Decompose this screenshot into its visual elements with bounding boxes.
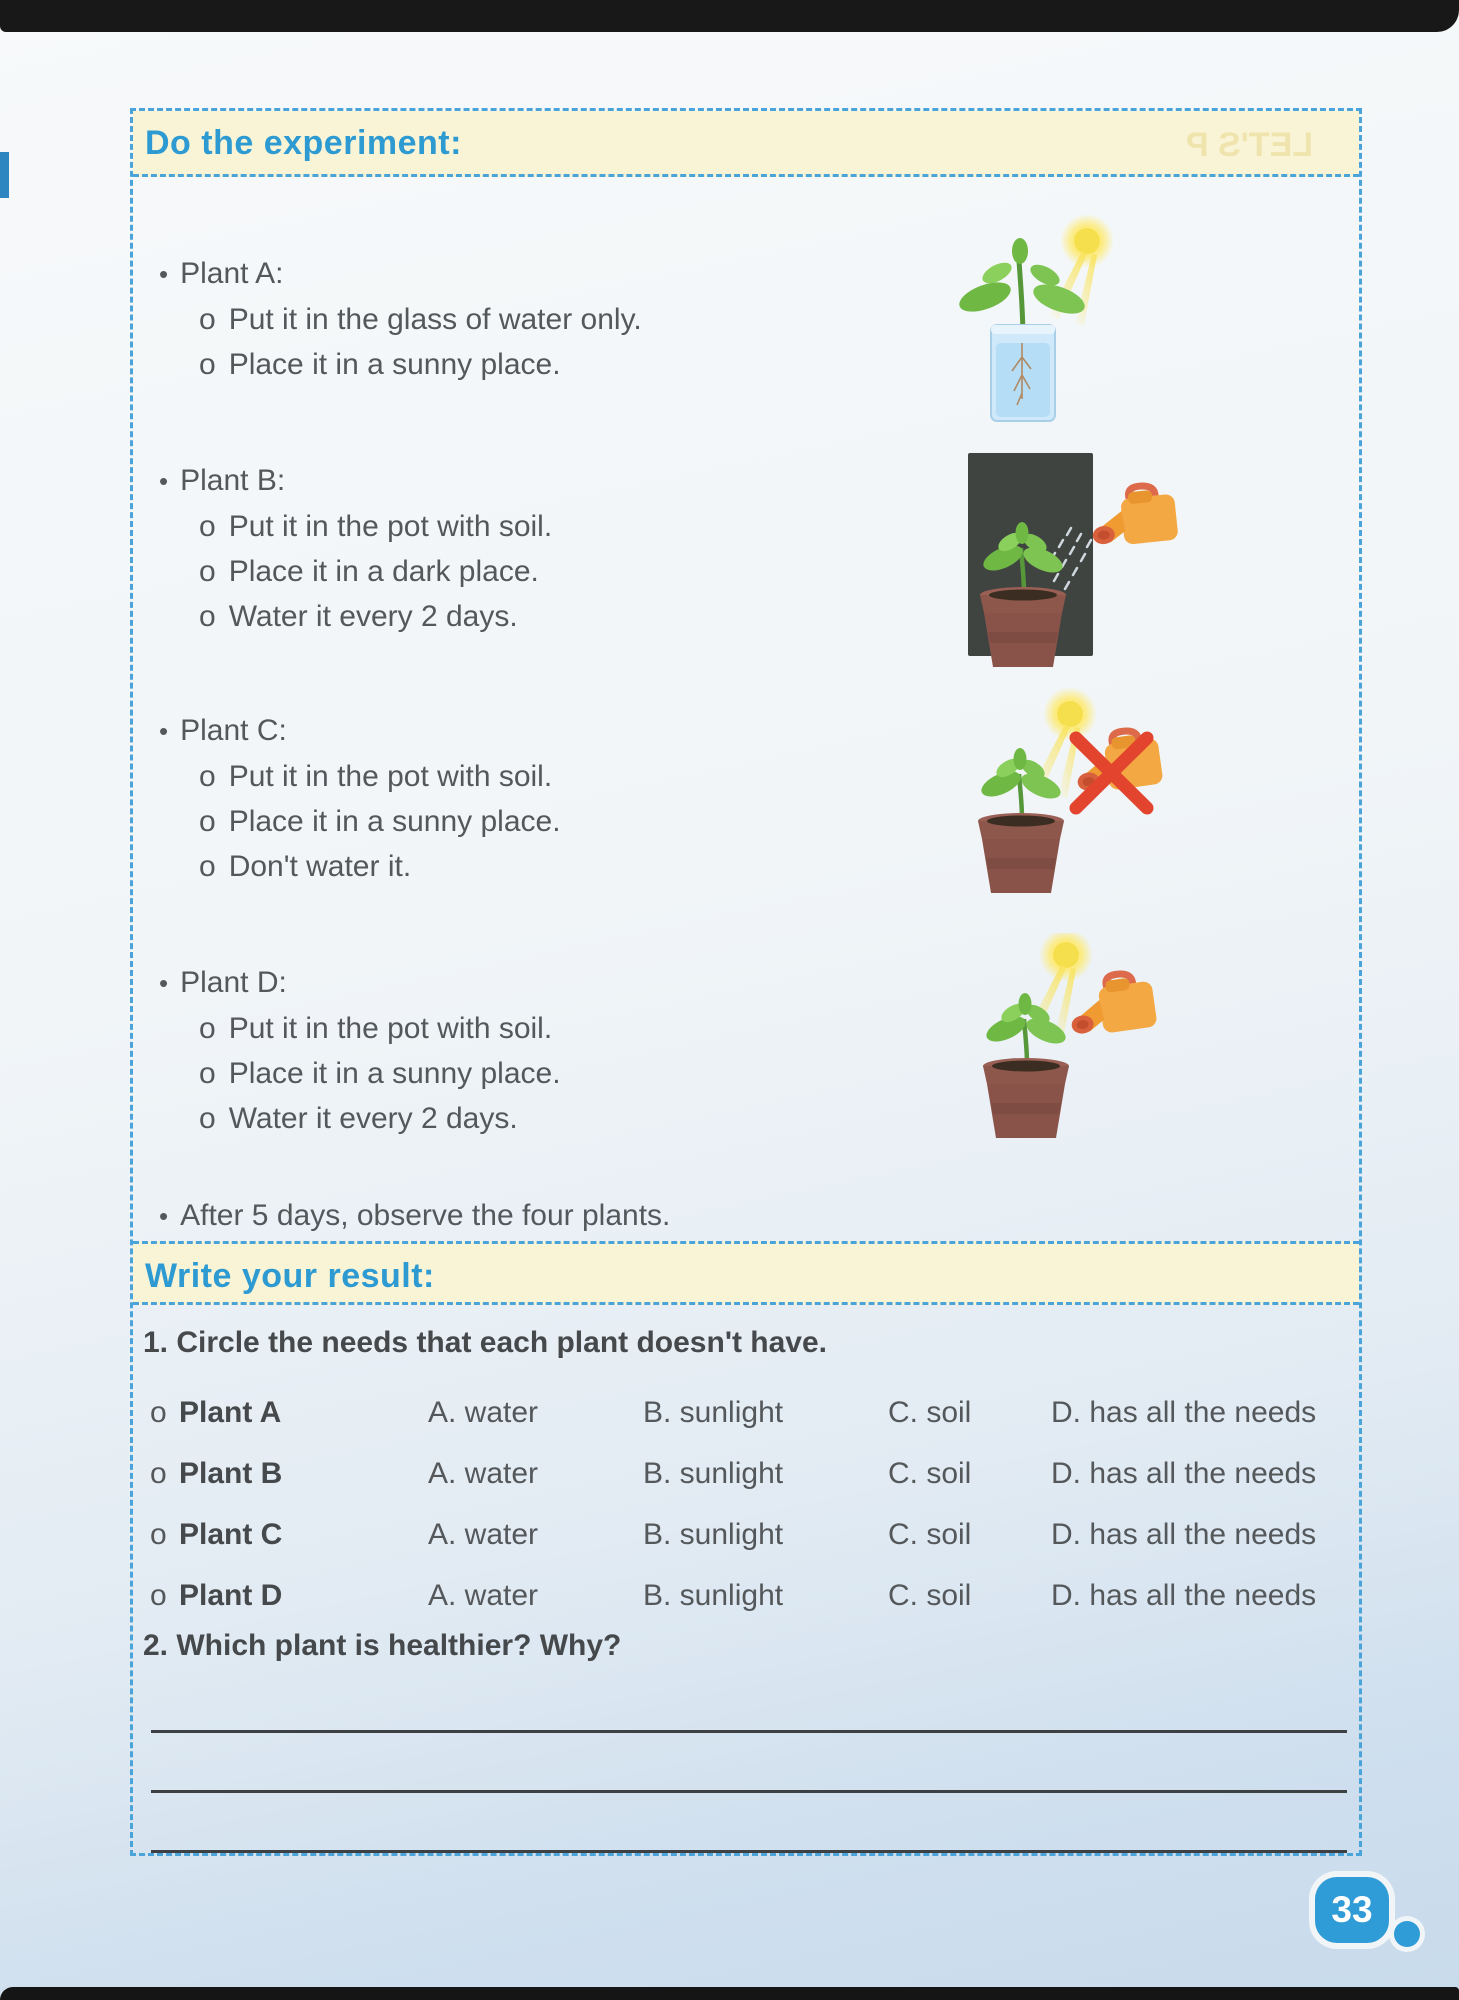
scan-edge-top [0, 0, 1459, 32]
answer-line[interactable] [151, 1850, 1347, 1853]
bullet-icon: • [159, 968, 169, 998]
plant-a-step: o Place it in a sunny place. [199, 348, 561, 381]
option-c[interactable]: C. soil [888, 1579, 972, 1612]
option-a[interactable]: A. water [428, 1457, 539, 1490]
option-b[interactable]: B. sunlight [643, 1518, 784, 1551]
sub-bullet-icon: o [150, 1457, 167, 1490]
plant-d-section [159, 960, 561, 1141]
page-dot-icon [1394, 1921, 1420, 1947]
quiz-row-plant-a [133, 1396, 1359, 1438]
watering-can-icon [1065, 970, 1157, 1038]
option-d[interactable]: D. has all the needs [1051, 1457, 1317, 1490]
answer-line[interactable] [151, 1790, 1347, 1793]
bullet-icon: • [159, 466, 169, 496]
experiment-title: Do the experiment: [145, 124, 462, 162]
page-edge-tab [0, 152, 9, 198]
quiz-row-plant-c [133, 1518, 1359, 1560]
sub-bullet-icon: o [199, 805, 216, 838]
row-label: Plant D [179, 1579, 283, 1612]
potted-seedling-icon [978, 748, 1065, 893]
plant-a-section [159, 251, 642, 387]
plant-b-label: • Plant B: [159, 464, 286, 497]
row-label: Plant A [179, 1396, 282, 1429]
plant-c-step: o Put it in the pot with soil. [199, 760, 553, 793]
plant-b-section [159, 458, 552, 639]
plant-d-step: o Place it in a sunny place. [199, 1057, 561, 1090]
sub-bullet-icon: o [199, 850, 216, 883]
sub-bullet-icon: o [199, 760, 216, 793]
glass-of-water-icon [991, 325, 1055, 421]
option-a[interactable]: A. water [428, 1579, 539, 1612]
bullet-icon: • [159, 259, 169, 289]
question-2: 2. Which plant is healthier? Why? [143, 1629, 622, 1662]
sub-bullet-icon: o [199, 1102, 216, 1135]
plant-d-step: o Water it every 2 days. [199, 1102, 518, 1135]
row-label: Plant B [179, 1457, 283, 1490]
option-a[interactable]: A. water [428, 1396, 539, 1429]
result-title: Write your result: [145, 1257, 435, 1295]
row-label: Plant C [179, 1518, 283, 1551]
plant-b-step: o Place it in a dark place. [199, 555, 539, 588]
option-b[interactable]: B. sunlight [643, 1579, 784, 1612]
option-c[interactable]: C. soil [888, 1518, 972, 1551]
plant-b-illustration [953, 448, 1183, 670]
sub-bullet-icon: o [199, 555, 216, 588]
section-header-experiment [133, 111, 1359, 177]
option-c[interactable]: C. soil [888, 1396, 972, 1429]
quiz-row-plant-d [133, 1579, 1359, 1621]
potted-seedling-icon [983, 993, 1070, 1138]
watering-can-icon [1088, 483, 1178, 549]
option-a[interactable]: A. water [428, 1518, 539, 1551]
plant-b-step: o Water it every 2 days. [199, 600, 518, 633]
plant-c-step: o Don't water it. [199, 850, 412, 883]
option-d[interactable]: D. has all the needs [1051, 1396, 1317, 1429]
sub-bullet-icon: o [199, 600, 216, 633]
plant-d-label: • Plant D: [159, 966, 287, 999]
bullet-icon: • [159, 716, 169, 746]
answer-line[interactable] [151, 1730, 1347, 1733]
bleed-through-text: LET'S P [1185, 126, 1313, 164]
plant-d-step: o Put it in the pot with soil. [199, 1012, 553, 1045]
sub-bullet-icon: o [150, 1579, 167, 1612]
plant-d-illustration [953, 933, 1188, 1155]
bullet-icon: • [159, 1201, 169, 1231]
sub-bullet-icon: o [199, 303, 216, 336]
plant-c-illustration [953, 688, 1188, 910]
sub-bullet-icon: o [199, 1012, 216, 1045]
option-d[interactable]: D. has all the needs [1051, 1579, 1317, 1612]
sub-bullet-icon: o [199, 348, 216, 381]
plant-b-step: o Put it in the pot with soil. [199, 510, 553, 543]
plant-a-label: • Plant A: [159, 257, 284, 290]
option-b[interactable]: B. sunlight [643, 1457, 784, 1490]
plant-c-step: o Place it in a sunny place. [199, 805, 561, 838]
plant-c-section [159, 708, 561, 889]
option-b[interactable]: B. sunlight [643, 1396, 784, 1429]
sub-bullet-icon: o [199, 1057, 216, 1090]
quiz-row-plant-b [133, 1457, 1359, 1499]
observe-note: • After 5 days, observe the four plants. [159, 1199, 671, 1232]
scan-edge-bottom [0, 1987, 1459, 2000]
plant-a-step: o Put it in the glass of water only. [199, 303, 642, 336]
sub-bullet-icon: o [150, 1518, 167, 1551]
plant-a-illustration [951, 191, 1191, 456]
option-c[interactable]: C. soil [888, 1457, 972, 1490]
question-1: 1. Circle the needs that each plant doesn't have. [143, 1326, 827, 1359]
page-number-badge: 33 [1315, 1877, 1389, 1943]
plant-c-label: • Plant C: [159, 714, 287, 747]
worksheet-frame [130, 108, 1362, 1856]
section-header-result [133, 1241, 1359, 1305]
option-d[interactable]: D. has all the needs [1051, 1518, 1317, 1551]
sub-bullet-icon: o [150, 1396, 167, 1429]
sub-bullet-icon: o [199, 510, 216, 543]
